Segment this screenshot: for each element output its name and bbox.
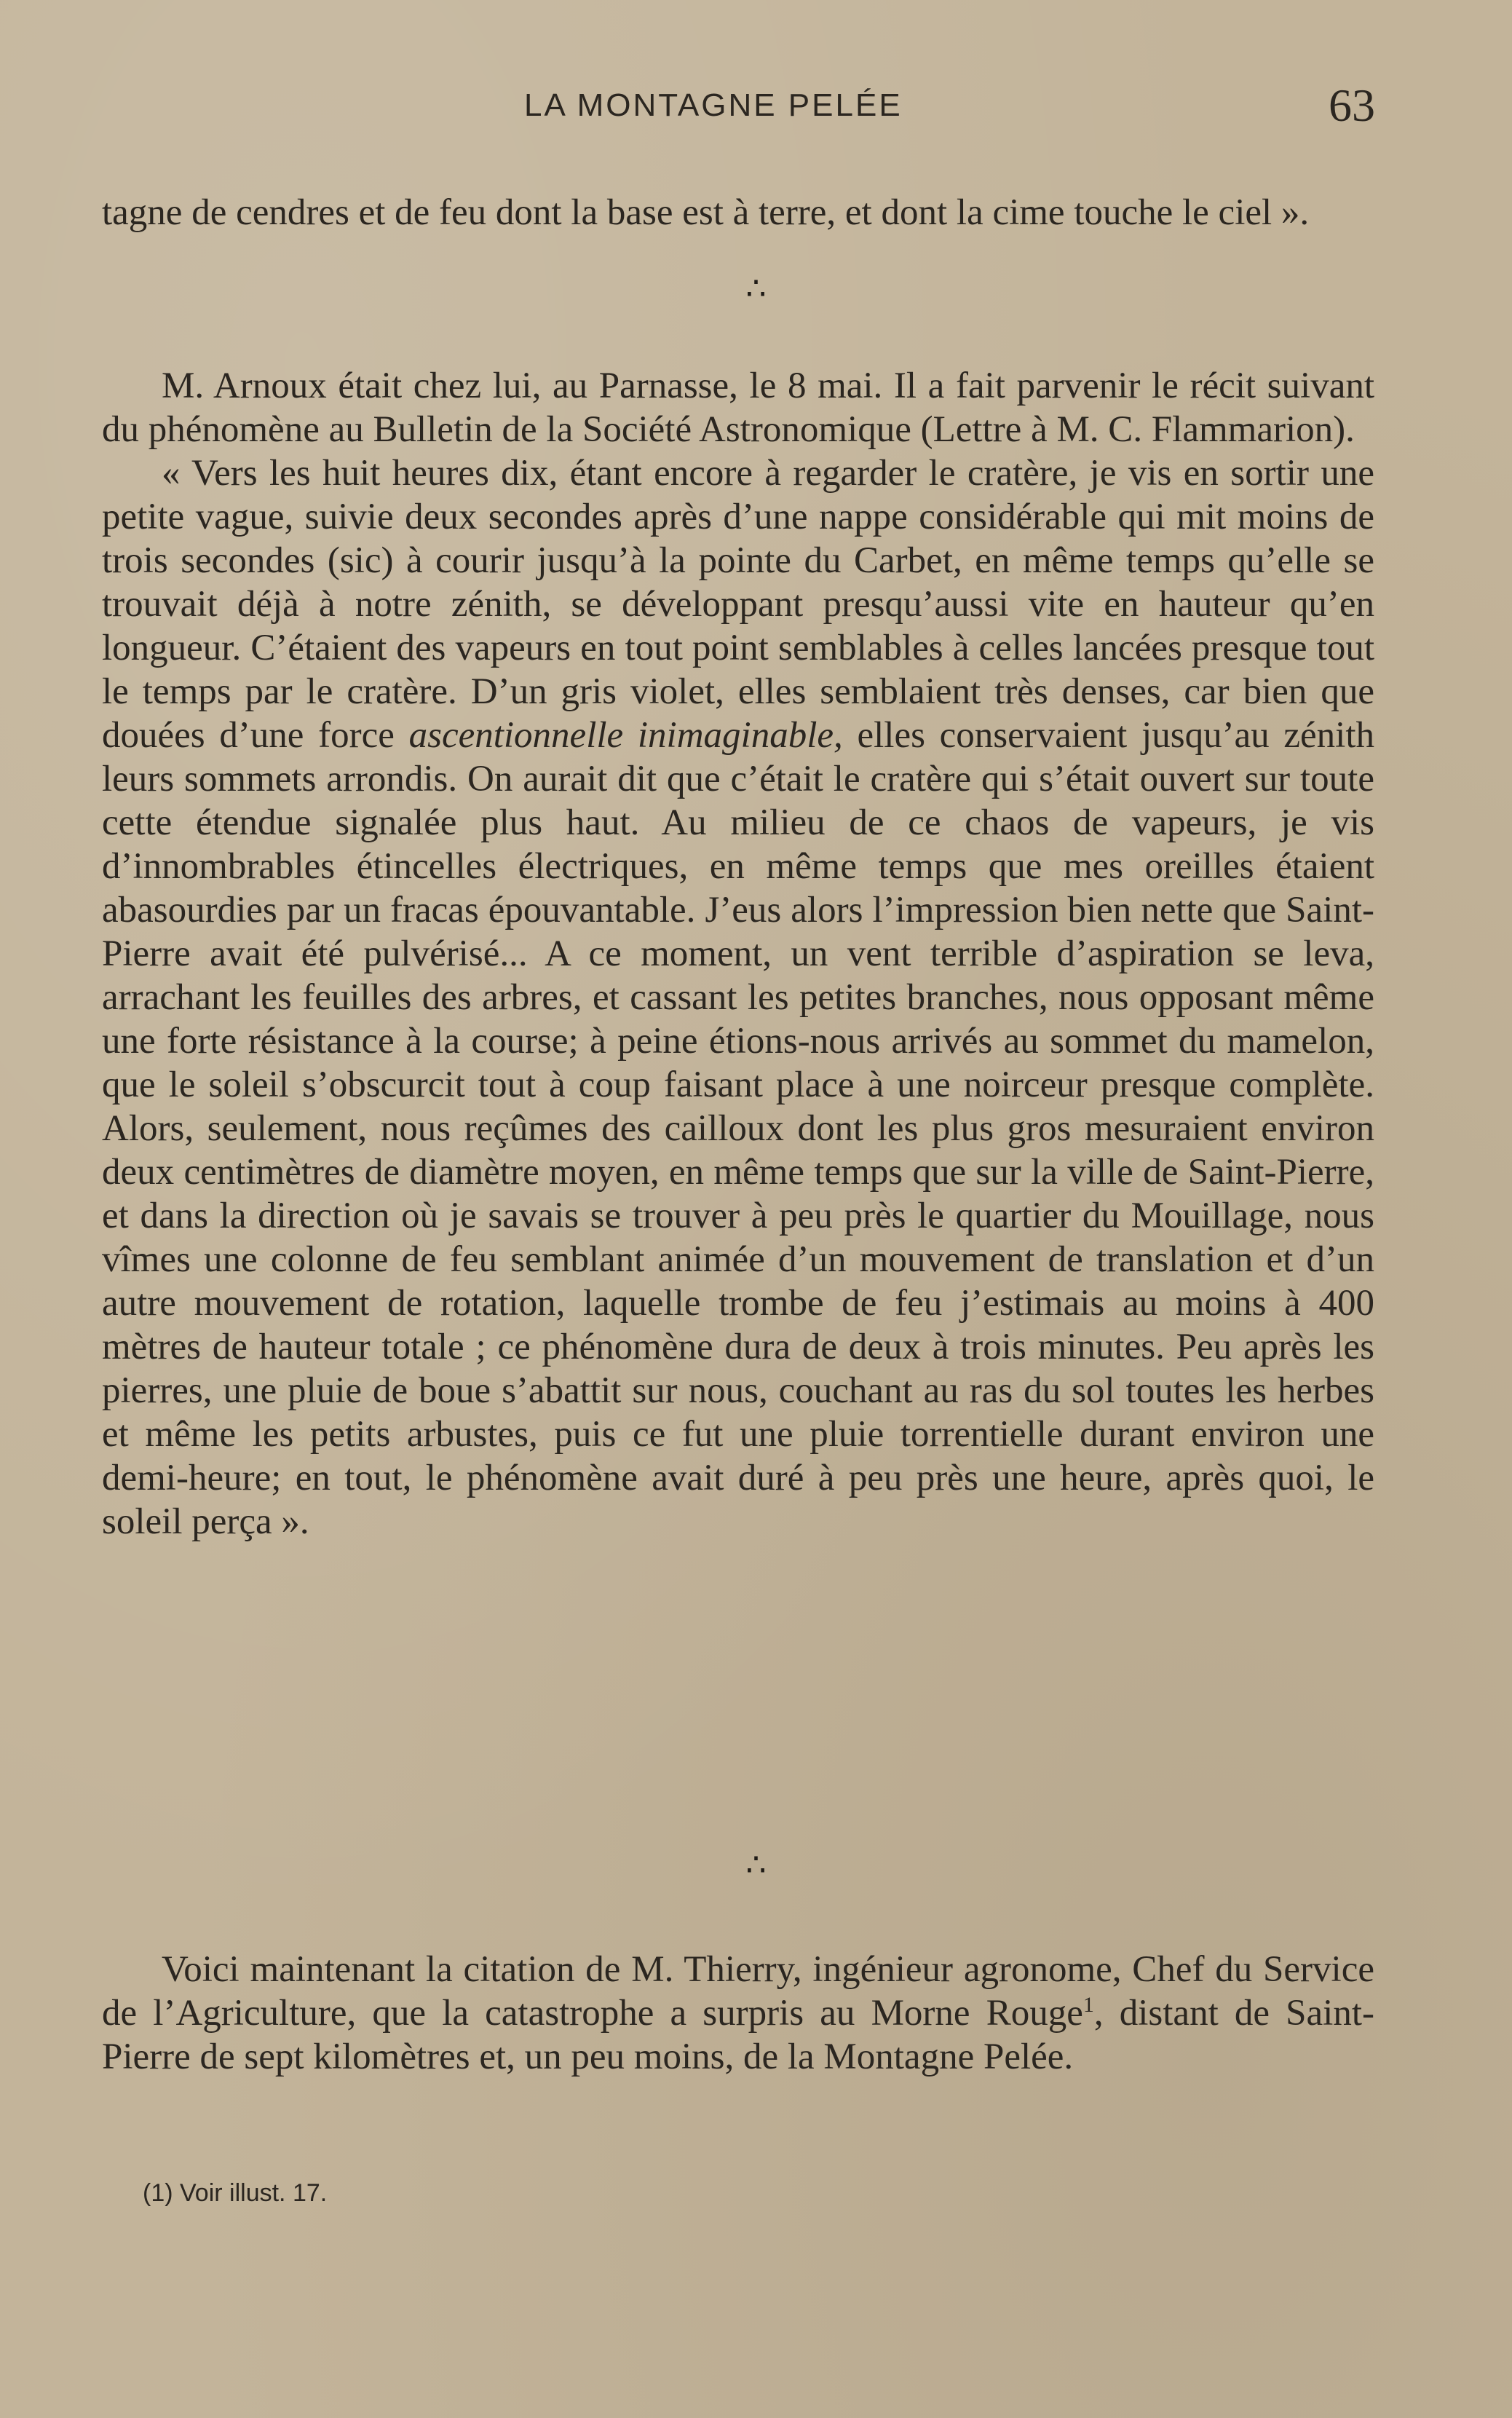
- paragraph-thierry-intro: [102, 1948, 1374, 2079]
- section-ornament-1: [0, 273, 1512, 305]
- quote-part-1: « Vers les huit heures dix, étant encore à regarder le cratère, je vis en sortir une petite vague, suivie deux secondes après d’une nappe considérable qui mit moins de trois secondes (sic) à courir jusqu’à la pointe du Carbet, en même temps qu’elle se trouvait déjà à notre zénith, se développant presqu’aussi vite en hauteur qu’en longueur. C’étaient des vapeurs en tout point semblables à celles lancées presque tout le temps par le cratère. D’un gris violet, elles semblaient très denses, car bien que douées d’une force: [102, 453, 1374, 756]
- ornament-glyph: ∴: [745, 271, 767, 307]
- page-number: 63: [1329, 79, 1375, 131]
- ornament-glyph: ∴: [745, 1847, 767, 1883]
- thierry-part-1: Voici maintenant la citation de M. Thierry, ingénieur agronome, Chef du Service de l’Agriculture, que la catastrophe a surpris au Morne Rouge: [102, 1949, 1374, 2034]
- paragraph-arnoux-intro: M. Arnoux était chez lui, au Parnasse, le 8 mai. Il a fait parvenir le récit suivant du phénomène au Bulletin de la Société Astronomique (Lettre à M. C. Flammarion).: [102, 366, 1374, 450]
- text-block-arnoux: [102, 364, 1374, 1544]
- running-head: LA MONTAGNE PELÉE: [524, 87, 903, 123]
- quote-part-2: elles conservaient jusqu’au zénith leurs sommets arrondis. On aurait dit que c’était le cratère qui s’était ouvert sur toute cette étendue signalée plus haut. Au milieu de ce chaos de vapeurs, je vis d’innombrables étincelles électriques, en même temps que mes oreilles étaient abasourdies par un fracas épouvantable. J’eus alors l’impression bien nette que Saint-Pierre avait été pulvérisé... A ce moment, un vent terrible d’aspiration se leva, arrachant les feuilles des arbres, et cassant les petites branches, nous opposant même une forte résistance à la course; à peine étions-nous arrivés au sommet du mamelon, que le soleil s’obscurcit tout à coup faisant place à une noirceur presque complète. Alors, seulement, nous reçûmes des cailloux dont les plus gros mesuraient environ deux centimètres de diamètre moyen, en même temps que sur la ville de Saint-Pierre, et dans la direction où je savais se trouver à peu près le quartier du Mouillage, nous vîmes une colonne de feu semblant animée d’un mouvement de translation et d’un autre mouvement de rotation, laquelle trombe de feu j’estimais au moins à 400 mètres de hauteur totale ; ce phénomène dura de deux à trois minutes. Peu après les pierres, une pluie de boue s’abattit sur nous, couchant au ras du sol toutes les herbes et même les petits arbustes, puis ce fut une pluie torrentielle durant environ une demi-heure; en tout, le phénomène avait duré à peu près une heure, après quoi, le soleil perça ».: [102, 715, 1374, 1542]
- text-block-thierry: [102, 1948, 1374, 2079]
- section-ornament-2: [0, 1849, 1512, 1881]
- text-block-top: [102, 191, 1374, 234]
- footnote: (1) Voir illust. 17.: [143, 2179, 328, 2207]
- quote-italic: ascentionnelle inimaginable,: [408, 715, 843, 756]
- paragraph-continuation: tagne de cendres et de feu dont la base est à terre, et dont la cime touche le ciel ».: [102, 192, 1310, 233]
- thierry-part-2: , distant de Saint-Pierre de sept kilomètres et, un peu moins, de la Montagne Pelée.: [102, 1993, 1374, 2077]
- paragraph-arnoux-quote: [102, 451, 1374, 1544]
- footnote-marker[interactable]: 1: [1082, 1993, 1094, 2017]
